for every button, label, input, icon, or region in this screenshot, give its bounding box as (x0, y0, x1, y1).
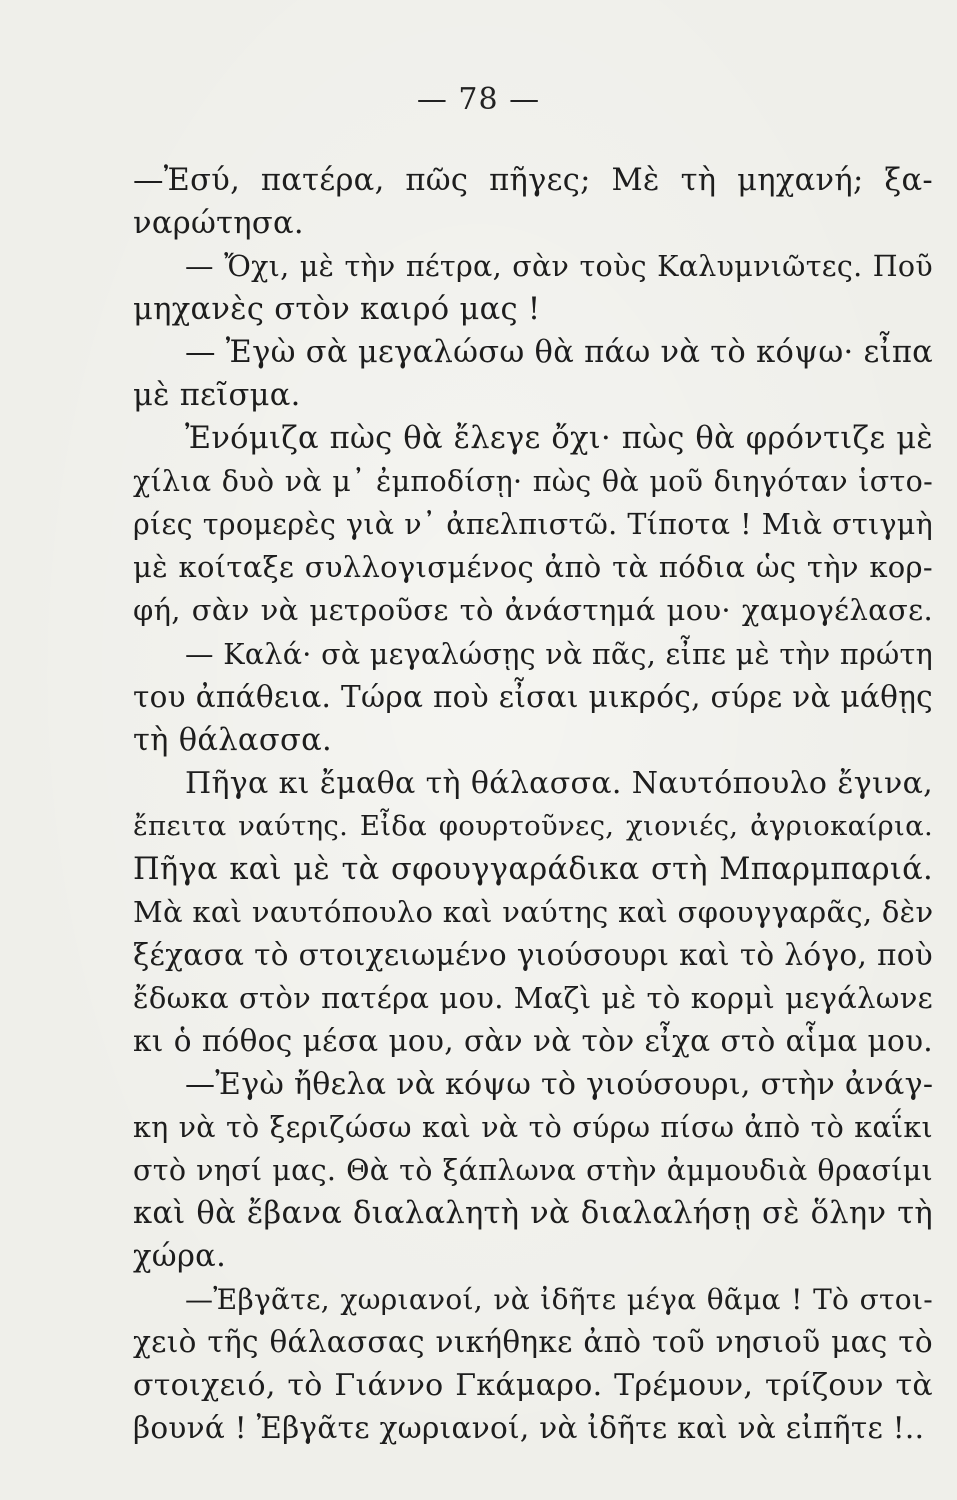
text-line: ξέχασα τὸ στοιχειωμένο γιούσουρι καὶ τὸ λόγο, ποὺ (133, 937, 933, 972)
text-line: ἔδωκα στὸν πατέρα μου. Μαζὶ μὲ τὸ κορμὶ μεγάλωνε (133, 980, 933, 1015)
text-line: στὸ νησί μας. Θὰ τὸ ξάπλωνα στὴν ἀμμουδιὰ θρασίμι (133, 1154, 933, 1188)
text-line: κη νὰ τὸ ξεριζώσω καὶ νὰ τὸ σύρω πίσω ἀπὸ τὸ καΐκι (133, 1111, 933, 1145)
text-line: τὴ θάλασσα. (133, 722, 332, 758)
text-line: μὲ κοίταξε συλλογισμένος ἀπὸ τὰ πόδια ὡς τὴν κορ- (133, 550, 933, 585)
text-line: — Καλά· σὰ μεγαλώσῃς νὰ πᾶς, εἶπε μὲ τὴν πρώτη (185, 637, 933, 671)
text-line: — Ὄχι, μὲ τὴν πέτρα, σὰν τοὺς Καλυμνιῶτες. Ποῦ (185, 250, 933, 284)
text-line: μὲ πεῖσμα. (133, 378, 301, 414)
page-number: — 78 — (416, 82, 541, 117)
text-line: Πῆγα καὶ μὲ τὰ σφουγγαράδικα στὴ Μπαρμπαριά. (133, 851, 933, 887)
text-line: Μὰ καὶ ναυτόπουλο καὶ ναύτης καὶ σφουγγαρᾶς, δὲν (133, 894, 934, 929)
text-line: κι ὁ πόθος μέσα μου, σὰν νὰ τὸν εἶχα στὸ αἷμα μου. (133, 1023, 933, 1058)
text-line: βουνά ! Ἐβγᾶτε χωριανοί, νὰ ἰδῆτε καὶ νὰ εἰπῆτε !.. (133, 1411, 925, 1446)
text-line: Πῆγα κι ἔμαθα τὴ θάλασσα. Ναυτόπουλο ἔγινα, (185, 765, 933, 801)
text-line: ἔπειτα ναύτης. Εἶδα φουρτοῦνες, χιονιές, ἀγριοκαίρια. (133, 809, 933, 842)
text-line: του ἀπάθεια. Τώρα ποὺ εἶσαι μικρός, σύρε νὰ μάθῃς (133, 679, 933, 714)
text-line: χίλια δυὸ νὰ μ᾽ ἐμποδίσῃ· πὼς θὰ μοῦ διηγόταν ἱστο- (133, 465, 933, 499)
text-line: μηχανὲς στὸν καιρό μας ! (133, 292, 541, 328)
body-text (133, 159, 933, 1450)
text-line: —Ἐβγᾶτε, χωριανοί, νὰ ἰδῆτε μέγα θᾶμα ! Τὸ στοι- (185, 1283, 933, 1317)
text-line: ναρώτησα. (133, 206, 304, 242)
text-line: φή, σὰν νὰ μετροῦσε τὸ ἀνάστημά μου· χαμογέλασε. (133, 593, 933, 628)
text-line: χειὸ τῆς θάλασσας νικήθηκε ἀπὸ τοῦ νησιοῦ μας τὸ (133, 1325, 933, 1360)
text-line: ρίες τρομερὲς γιὰ ν᾽ ἀπελπιστῶ. Τίποτα ! Μιὰ στιγμὴ (133, 508, 933, 542)
text-line: —Ἐσύ, πατέρα, πῶς πῆγες; Μὲ τὴ μηχανή; ξα- (133, 163, 933, 198)
text-line: στοιχειό, τὸ Γιάννο Γκάμαρο. Τρέμουν, τρίζουν τὰ (133, 1368, 933, 1404)
text-line: Ἐνόμιζα πὼς θὰ ἔλεγε ὄχι· πὼς θὰ φρόντιζε μὲ (185, 421, 933, 457)
text-line: καὶ θὰ ἔβανα διαλαλητὴ νὰ διαλαλήσῃ σὲ ὅλην τὴ (133, 1196, 933, 1232)
text-line: —Ἐγὼ ἤθελα νὰ κόψω τὸ γιούσουρι, στὴν ἀνάγ- (185, 1066, 934, 1102)
text-line: χώρα. (133, 1239, 227, 1275)
text-line: — Ἐγὼ σὰ μεγαλώσω θὰ πάω νὰ τὸ κόψω· εἶπα (185, 335, 934, 371)
